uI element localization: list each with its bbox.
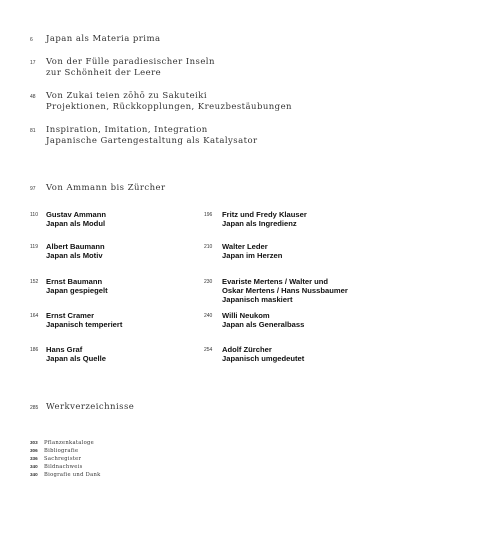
entry-title: Ernst Cramer Japanisch temperiert (46, 311, 123, 329)
list-item-label: Sachregister (44, 456, 82, 462)
section-title: Von Ammann bis Zürcher (46, 183, 166, 193)
entry-title: Von der Fülle paradiesischer Inseln zur Schönheit der Leere (46, 57, 215, 78)
page-number: 306 (30, 448, 38, 453)
list-item-label: Biografie und Dank (44, 472, 101, 478)
entry-title: Von Zukai teien zōhō zu Sakuteiki Projektionen, Rückkopplungen, Kreuzbestäubungen (46, 91, 292, 112)
page-number: 110 (30, 212, 38, 218)
entry-title: Ernst Baumann Japan gespiegelt (46, 277, 108, 295)
page-number: 336 (30, 456, 38, 461)
page-number: 186 (30, 347, 39, 353)
page-number: 17 (30, 60, 36, 66)
page-number: 230 (204, 279, 213, 285)
entry-title: Evariste Mertens / Walter und Oskar Mertens / Hans Nussbaumer Japanisch maskiert (222, 277, 348, 304)
page-number: 340 (30, 472, 38, 477)
entry-title: Japan als Materia prima (46, 34, 161, 44)
page-number: 6 (30, 37, 33, 43)
entry-title: Adolf Zürcher Japanisch umgedeutet (222, 345, 305, 363)
page-number: 240 (204, 313, 213, 319)
entry-title: Gustav Ammann Japan als Modul (46, 210, 107, 228)
page-number: 81 (30, 128, 36, 134)
entry-title: Fritz und Fredy Klauser Japan als Ingredienz (222, 210, 307, 228)
page-number: 254 (204, 347, 213, 353)
page-number: 119 (30, 244, 38, 250)
page-number: 303 (30, 440, 38, 445)
list-item-label: Bibliografie (44, 448, 79, 454)
list-item-label: Bildnachweis (44, 464, 83, 470)
page-number: 164 (30, 313, 39, 319)
page-number: 210 (204, 244, 213, 250)
page-number: 285 (30, 405, 39, 411)
entry-title: Willi Neukom Japan als Generalbass (222, 311, 305, 329)
section-title: Werkverzeichnisse (46, 402, 135, 412)
page-number: 152 (30, 279, 39, 285)
page-number: 196 (204, 212, 213, 218)
page-number: 48 (30, 94, 36, 100)
entry-title: Hans Graf Japan als Quelle (46, 345, 106, 363)
entry-title: Inspiration, Imitation, Integration Japanische Gartengestaltung als Katalysator (46, 125, 258, 146)
entry-title: Albert Baumann Japan als Motiv (46, 242, 105, 260)
page-number: 97 (30, 186, 36, 192)
entry-title: Walter Leder Japan im Herzen (222, 242, 283, 260)
page-number: 340 (30, 464, 38, 469)
list-item-label: Pflanzenkataloge (44, 440, 95, 446)
